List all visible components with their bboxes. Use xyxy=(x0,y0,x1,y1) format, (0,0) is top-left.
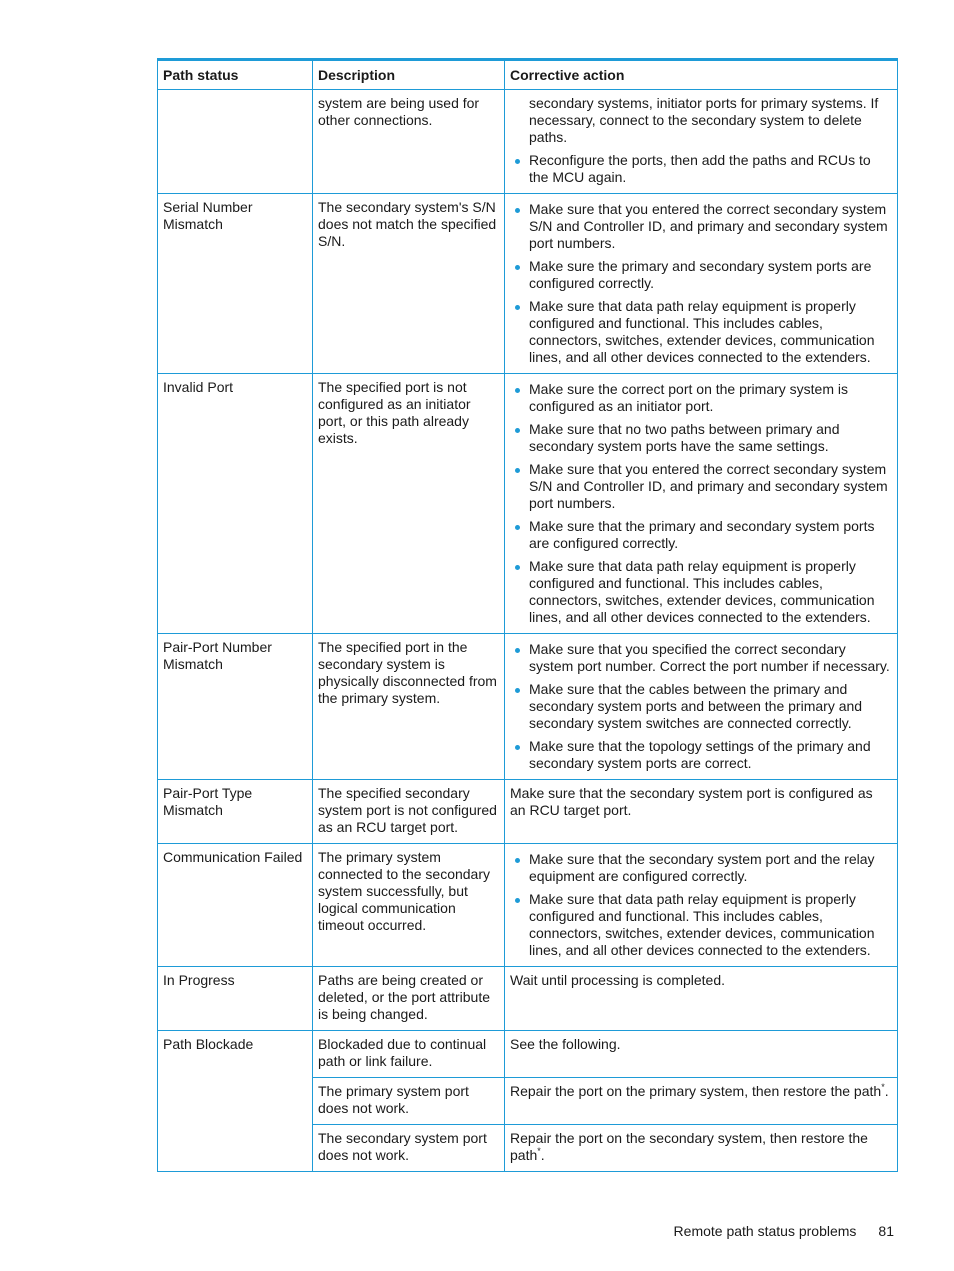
status-cell xyxy=(158,90,313,194)
description-cell: The specified port in the secondary system is physically disconnected from the primary system. xyxy=(313,634,505,780)
action-list xyxy=(510,95,892,186)
action-item: Make sure that the secondary system port and the relay equipment are configured correctly. xyxy=(529,851,892,885)
action-cell: Make sure that the secondary system port is configured as an RCU target port. xyxy=(505,780,898,844)
table-row xyxy=(158,967,898,1031)
table-row-continued xyxy=(158,90,898,194)
header-corrective-action: Corrective action xyxy=(505,60,898,90)
path-status-table xyxy=(157,58,898,1172)
action-item: Make sure that you entered the correct secondary system S/N and Controller ID, and primary and secondary system port numbers. xyxy=(529,461,892,512)
action-list xyxy=(510,851,892,959)
action-item: Make sure that data path relay equipment is properly configured and functional. This includes cables, connectors, switches, extender devices, communication lines, and all other devices connected to the extenders. xyxy=(529,558,892,626)
footer-section-title: Remote path status problems xyxy=(673,1223,857,1239)
action-cell: See the following. xyxy=(505,1031,898,1078)
action-item: Make sure that you entered the correct secondary system S/N and Controller ID, and primary and secondary system port numbers. xyxy=(529,201,892,252)
action-cell xyxy=(505,374,898,634)
table-row xyxy=(158,374,898,634)
action-item: Make sure the primary and secondary system ports are configured correctly. xyxy=(529,258,892,292)
table-row xyxy=(158,780,898,844)
description-cell: The primary system connected to the secondary system successfully, but logical communication timeout occurred. xyxy=(313,844,505,967)
description-cell: Blockaded due to continual path or link failure. xyxy=(313,1031,505,1078)
action-cell xyxy=(505,844,898,967)
status-cell: Serial Number Mismatch xyxy=(158,194,313,374)
footnote-mark: * xyxy=(537,1146,541,1156)
table-row xyxy=(158,634,898,780)
action-cell xyxy=(505,90,898,194)
action-cell: Repair the port on the primary system, then restore the path*. xyxy=(505,1078,898,1125)
action-list xyxy=(510,641,892,772)
action-item: Make sure that no two paths between primary and secondary system ports have the same settings. xyxy=(529,421,892,455)
action-item: Make sure that data path relay equipment is properly configured and functional. This includes cables, connectors, switches, extender devices, communication lines, and all other devices connected to the extenders. xyxy=(529,298,892,366)
action-list xyxy=(510,381,892,626)
footnote-mark: * xyxy=(881,1082,885,1092)
action-item: secondary systems, initiator ports for primary systems. If necessary, connect to the secondary system to delete paths. xyxy=(529,95,879,145)
table-row xyxy=(158,844,898,967)
description-cell: The specified port is not configured as an initiator port, or this path already exists. xyxy=(313,374,505,634)
table-header-row xyxy=(158,60,898,90)
description-cell: The secondary system port does not work. xyxy=(313,1125,505,1172)
action-item: Make sure the correct port on the primary system is configured as an initiator port. xyxy=(529,381,892,415)
table-row xyxy=(158,194,898,374)
action-text: Repair the port on the secondary system, then restore the path xyxy=(510,1130,868,1163)
status-cell: Pair-Port Number Mismatch xyxy=(158,634,313,780)
action-item: Reconfigure the ports, then add the paths and RCUs to the MCU again. xyxy=(529,152,892,186)
action-item: Make sure that you specified the correct secondary system port number. Correct the port number if necessary. xyxy=(529,641,892,675)
action-cell xyxy=(505,634,898,780)
action-item: Make sure that the cables between the primary and secondary system ports and between the primary and secondary system switches are connected correctly. xyxy=(529,681,892,732)
action-cell: Wait until processing is completed. xyxy=(505,967,898,1031)
description-cell: Paths are being created or deleted, or the port attribute is being changed. xyxy=(313,967,505,1031)
description-cell: The specified secondary system port is not configured as an RCU target port. xyxy=(313,780,505,844)
action-list xyxy=(510,201,892,366)
page-number: 81 xyxy=(878,1223,894,1239)
action-item: Make sure that the primary and secondary system ports are configured correctly. xyxy=(529,518,892,552)
status-cell: Path Blockade xyxy=(158,1031,313,1172)
description-cell: system are being used for other connections. xyxy=(313,90,505,194)
header-description: Description xyxy=(313,60,505,90)
description-cell: The secondary system's S/N does not match the specified S/N. xyxy=(313,194,505,374)
status-cell: Communication Failed xyxy=(158,844,313,967)
description-cell: The primary system port does not work. xyxy=(313,1078,505,1125)
header-path-status: Path status xyxy=(158,60,313,90)
status-cell: In Progress xyxy=(158,967,313,1031)
action-item: Make sure that data path relay equipment is properly configured and functional. This includes cables, connectors, switches, extender devices, communication lines, and all other devices connected to the extenders. xyxy=(529,891,892,959)
table-row xyxy=(158,1031,898,1078)
action-cell: Repair the port on the secondary system, then restore the path*. xyxy=(505,1125,898,1172)
status-cell: Pair-Port Type Mismatch xyxy=(158,780,313,844)
status-cell: Invalid Port xyxy=(158,374,313,634)
action-item: Make sure that the topology settings of the primary and secondary system ports are correct. xyxy=(529,738,892,772)
action-text: Repair the port on the primary system, then restore the path xyxy=(510,1083,882,1099)
action-cell xyxy=(505,194,898,374)
page-footer xyxy=(674,1223,894,1239)
